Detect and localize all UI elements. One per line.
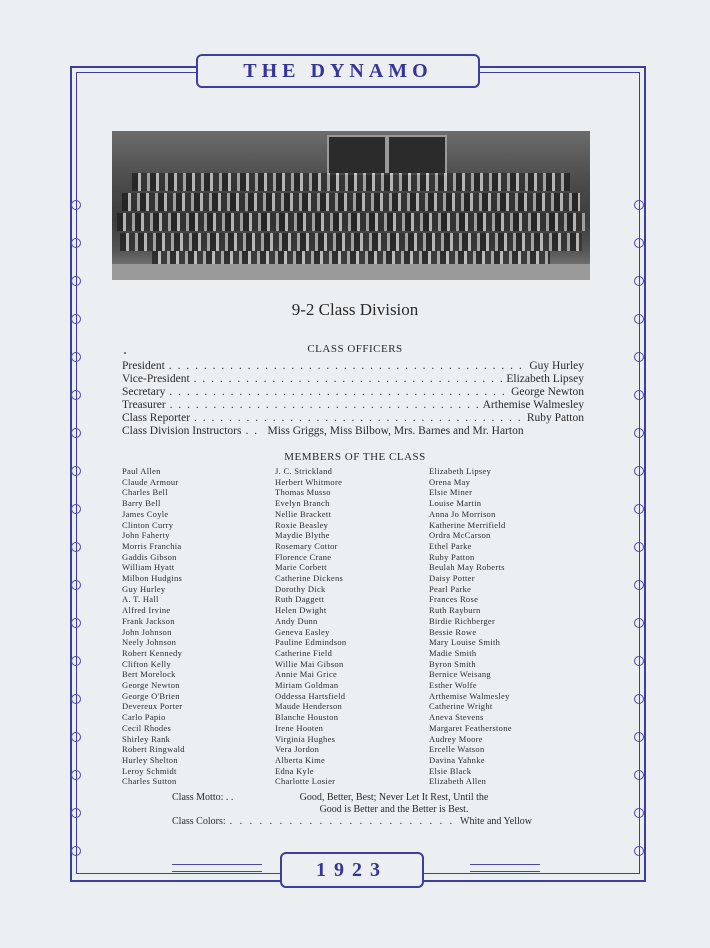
officer-role: President xyxy=(122,360,165,372)
officer-row xyxy=(122,410,584,424)
photo-row xyxy=(132,173,570,191)
motto-line-2: Good is Better and the Better is Best. xyxy=(319,803,469,815)
member-name: Frank Jackson xyxy=(122,615,175,626)
member-name: Maude Henderson xyxy=(275,701,343,712)
member-name: Clinton Curry xyxy=(122,519,174,530)
member-name: Ruth Rayburn xyxy=(429,605,481,616)
officer-name: Miss Griggs, Miss Bilbow, Mrs. Barnes and Mr. Harton xyxy=(267,425,524,437)
members-column-3 xyxy=(429,466,579,787)
member-name: Audrey Moore xyxy=(429,733,483,744)
member-name: Elizabeth Allen xyxy=(429,776,487,787)
member-name: Charles Bell xyxy=(122,487,168,498)
member-name: Milbon Hudgins xyxy=(122,573,183,584)
member-name: Oddessa Hartsfield xyxy=(275,690,346,701)
officer-role: Vice-President xyxy=(122,373,190,385)
officer-role: Secretary xyxy=(122,386,166,398)
member-name: Paul Allen xyxy=(122,466,161,476)
member-name: Catherine Dickens xyxy=(275,573,344,584)
member-name: Evelyn Branch xyxy=(275,498,330,509)
member-name: George Newton xyxy=(122,680,180,691)
officer-row xyxy=(122,358,584,372)
class-colors xyxy=(172,816,532,827)
member-name: Katherine Merrifield xyxy=(429,519,506,530)
member-name: Bert Morelock xyxy=(122,669,176,680)
motto-dots: . . xyxy=(225,792,234,803)
member-name: Virginia Hughes xyxy=(275,733,336,744)
member-name: Edna Kyle xyxy=(275,765,314,776)
member-name: Catherine Wright xyxy=(429,701,493,712)
member-name: Mary Louise Smith xyxy=(429,637,501,648)
member-name: Bernice Weisang xyxy=(429,669,491,680)
photo-ground xyxy=(112,264,590,280)
member-name: Clifton Kelly xyxy=(122,658,171,669)
member-name: Carlo Papio xyxy=(122,712,166,723)
member-name: Ruth Daggett xyxy=(275,594,325,605)
photo-row xyxy=(120,233,582,251)
member-name: Florence Crane xyxy=(275,551,332,562)
member-name: Catherine Field xyxy=(275,647,333,658)
member-name: Alfred Irvine xyxy=(122,605,171,616)
officer-role: Class Reporter xyxy=(122,412,191,424)
member-name: Ethel Parke xyxy=(429,540,472,551)
member-name: Roxie Beasley xyxy=(275,519,329,530)
member-name: Charlotte Losier xyxy=(275,776,336,787)
member-name: Beulah May Roberts xyxy=(429,562,505,573)
member-name: Hurley Shelton xyxy=(122,754,178,765)
member-name: Marie Corbett xyxy=(275,562,327,573)
footer-banner xyxy=(280,852,424,888)
section-title: 9-2 Class Division xyxy=(291,300,419,319)
member-name: Neely Johnson xyxy=(122,637,177,648)
member-name: Ruby Patton xyxy=(429,551,475,562)
photo-row xyxy=(122,193,580,211)
photo-row xyxy=(117,213,585,231)
member-name: Nellie Brackett xyxy=(275,508,332,519)
member-name: Guy Hurley xyxy=(122,583,166,594)
officer-role: Class Division Instructors xyxy=(122,425,242,437)
members-column-1 xyxy=(122,466,272,787)
member-name: Aneva Stevens xyxy=(429,712,484,723)
footer-ornament-right xyxy=(470,864,540,872)
member-name: William Hyatt xyxy=(122,562,175,573)
year-label: 1923 xyxy=(316,858,388,881)
member-name: Blanche Houston xyxy=(275,712,339,723)
member-name: Barry Bell xyxy=(122,498,161,509)
member-name: Thomas Musso xyxy=(275,487,331,498)
member-name: J. C. Strickland xyxy=(275,466,333,476)
member-name: Pauline Edmindson xyxy=(275,637,347,648)
member-name: Charles Sutton xyxy=(122,776,177,787)
officer-row xyxy=(122,423,584,437)
member-name: Arthemise Walmesley xyxy=(429,690,510,701)
member-name: Madie Smith xyxy=(429,647,477,658)
colors-label: Class Colors: xyxy=(172,816,226,827)
member-name: Robert Kennedy xyxy=(122,647,183,658)
class-motto xyxy=(172,792,552,815)
member-name: Claude Armour xyxy=(122,476,179,487)
member-name: Orena May xyxy=(429,476,471,487)
member-name: Annie Mai Grice xyxy=(275,669,338,680)
officer-row xyxy=(122,371,584,385)
member-name: Robert Ringwald xyxy=(122,744,185,755)
officer-name: George Newton xyxy=(511,386,584,398)
photo-row xyxy=(152,251,550,265)
officer-row xyxy=(122,384,584,398)
officers-heading: CLASS OFFICERS xyxy=(307,343,403,355)
photo-window xyxy=(327,135,387,175)
member-name: A. T. Hall xyxy=(122,594,159,605)
member-name: James Coyle xyxy=(122,508,169,519)
officer-name: Elizabeth Lipsey xyxy=(506,373,584,385)
motto-label: Class Motto: xyxy=(172,792,224,803)
member-name: Vera Jordon xyxy=(275,744,320,755)
member-name: Daisy Potter xyxy=(429,573,475,584)
member-name: Elsie Miner xyxy=(429,487,473,498)
motto-line-1: Good, Better, Best; Never Let It Rest, Until the xyxy=(299,792,489,803)
member-name: Louise Martin xyxy=(429,498,482,509)
member-name: Geneva Easley xyxy=(275,626,330,637)
left-border-ornament xyxy=(71,200,79,850)
officer-name: Arthemise Walmesley xyxy=(482,399,584,411)
member-name: Andy Dunn xyxy=(275,615,318,626)
member-name: Byron Smith xyxy=(429,658,476,669)
header-banner xyxy=(196,54,480,88)
colors-value: White and Yellow xyxy=(460,816,532,827)
right-border-ornament xyxy=(634,200,642,850)
member-name: Frances Rose xyxy=(429,594,479,605)
publication-title: THE DYNAMO xyxy=(243,59,433,82)
member-name: Gaddis Gibson xyxy=(122,551,177,562)
member-name: Ercelle Watson xyxy=(429,744,485,755)
member-name: Anna Jo Morrison xyxy=(429,508,496,519)
member-name: Devereux Porter xyxy=(122,701,183,712)
member-name: Leroy Schmidt xyxy=(122,765,177,776)
member-name: Ordra McCarson xyxy=(429,530,491,541)
member-name: Morris Franchia xyxy=(122,540,182,551)
member-name: Margaret Featherstone xyxy=(429,722,512,733)
member-name: Herbert Whitmore xyxy=(275,476,343,487)
members-column-2 xyxy=(275,466,425,787)
member-name: Helen Dwight xyxy=(275,605,327,616)
officer-name: Ruby Patton xyxy=(526,412,584,424)
footer-ornament-left xyxy=(172,864,262,872)
member-name: John Johnson xyxy=(122,626,172,637)
members-heading: MEMBERS OF THE CLASS xyxy=(284,451,426,463)
member-name: John Faherty xyxy=(122,530,170,541)
member-name: Elsie Black xyxy=(429,765,472,776)
member-name: Shirley Rank xyxy=(122,733,171,744)
member-name: Alberta Kime xyxy=(275,754,326,765)
member-name: George O'Brien xyxy=(122,690,180,701)
photo-window xyxy=(387,135,447,175)
member-name: Pearl Parke xyxy=(429,583,472,594)
member-name: Birdie Richberger xyxy=(429,615,496,626)
member-name: Irene Hooten xyxy=(275,722,324,733)
member-name: Maydie Blythe xyxy=(275,530,330,541)
member-name: Esther Wolfe xyxy=(429,680,477,691)
officer-name: Guy Hurley xyxy=(529,360,584,372)
member-name: Rosemary Cottor xyxy=(275,540,338,551)
member-name: Miriam Goldman xyxy=(275,680,339,691)
member-name: Elizabeth Lipsey xyxy=(429,466,492,476)
member-name: Bessie Rowe xyxy=(429,626,477,637)
officer-row xyxy=(122,397,584,411)
officer-role: Treasurer xyxy=(122,399,166,411)
member-name: Dorothy Dick xyxy=(275,583,326,594)
member-name: Davina Yahnke xyxy=(429,754,485,765)
class-photo xyxy=(112,131,590,280)
member-name: Cecil Rhodes xyxy=(122,722,172,733)
member-name: Willie Mai Gibson xyxy=(275,658,344,669)
